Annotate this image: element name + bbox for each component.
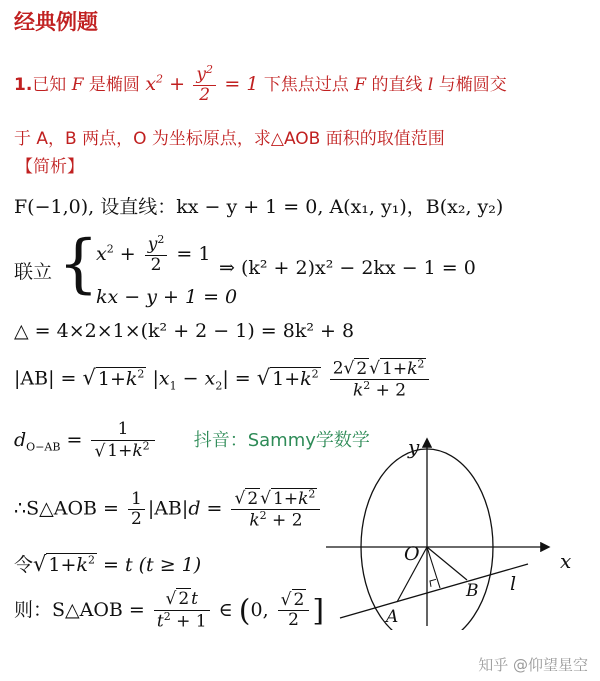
douyin-watermark: 抖音：Sammy学数学 <box>193 429 370 451</box>
hint-heading: 【简析】 <box>16 157 84 177</box>
segment-ob <box>427 547 467 580</box>
x-axis-label: x <box>560 549 572 573</box>
right-angle-mark <box>430 579 436 587</box>
step-area: ∴S△AOB = $\frac{1}{2}$ |AB|d = $\frac{√ 2 √ 1+k^2}{k^2 + 2}$ <box>14 488 323 531</box>
problem-line-2: 于 A，B 两点，O 为坐标原点，求△AOB 面积的取值范围 <box>14 129 445 149</box>
point-b-label: B <box>466 581 479 601</box>
step-result: 则：S△AOB = $\frac{√ 2 t}{t^2 + 1}$ ∈ (0, $\frac{√ 2}{2}$ ] <box>14 589 325 632</box>
y-axis-label: y <box>408 435 420 459</box>
line-l-label: l <box>510 573 517 595</box>
ellipse-figure <box>320 430 600 630</box>
step-discriminant: △ = 4×2×1×(k² + 2 − 1) = 8k² + 8 <box>14 320 355 342</box>
point-a-label: A <box>386 607 399 627</box>
system-eq-2: kx − y + 1 = 0 <box>96 286 238 308</box>
system-eq-1: $x^2$ + $\frac{y^2}{2}$ = 1 <box>96 233 211 276</box>
step-chord-length: |AB| = √ $1+k^2$ $|x_1 - x_2|$ = √ $1+k^2$ $\frac{2√ 2 √ 1+k^2}{k^2 + 2}$ <box>14 358 432 401</box>
step-distance: $d_{O-AB}$ = $\frac{1}{√ 1+k^2}$ 抖音：Sammy学数学 <box>14 419 370 462</box>
problem-line-1: 1.已知 F 是椭圆 $x^2$ + $\frac{y^2}{2}$ = 1 下焦点过点 F 的直线 l 与椭圆交 <box>14 63 507 106</box>
page-title: 经典例题 <box>14 10 98 34</box>
zhihu-watermark: 知乎 @仰望星空 <box>478 656 588 674</box>
origin-label: O <box>404 543 420 565</box>
step-focus-line: F(−1,0), 设直线：kx − y + 1 = 0, A(x₁, y₁)，B(x₂, y₂) <box>14 196 504 218</box>
step-substitution: 令√ $1+k^2 = t$ (t ≥ 1) <box>14 552 202 576</box>
problem-number: 1. <box>14 74 33 95</box>
perpendicular-od <box>427 547 440 588</box>
system-result: ⇒ (k² + 2)x² − 2kx − 1 = 0 <box>219 257 476 279</box>
